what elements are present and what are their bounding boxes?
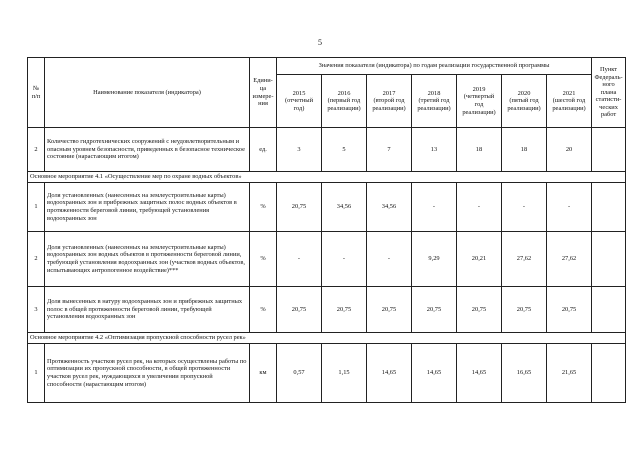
value-cell: 20,75	[457, 287, 502, 333]
header-year-2018: 2018 (третий год реализации)	[412, 75, 457, 128]
value-cell: 5	[322, 128, 367, 172]
indicator-name: Доля установленных (нанесенных на землеустроительные карты) водоохранных зон водных объектов в протяженности береговой линии, требующей установления водоохранных зон (участков водных объектов, испытывающих антропогенное воздействие)***	[45, 232, 250, 287]
value-cell: 14,65	[412, 344, 457, 403]
section-row	[28, 172, 626, 183]
federal-plan-cell	[592, 183, 626, 232]
federal-plan-cell	[592, 232, 626, 287]
header-year-2020: 2020 (пятый год реализации)	[502, 75, 547, 128]
value-cell: 18	[502, 128, 547, 172]
indicator-name: Доля установленных (нанесенных на землеустроительные карты) водоохранных зон и прибрежных защитных полос водных объектов в протяженности береговой линии, требующей установления водоохранных зон	[45, 183, 250, 232]
unit-cell: %	[250, 232, 277, 287]
section-title: Основное мероприятие 4.1 «Осуществление мер по охране водных объектов»	[28, 172, 626, 183]
table-row	[28, 128, 626, 172]
value-cell: -	[322, 232, 367, 287]
table-row	[28, 183, 626, 232]
header-year-2016: 2016 (первый год реализации)	[322, 75, 367, 128]
value-cell: -	[502, 183, 547, 232]
section-row	[28, 333, 626, 344]
value-cell: 1,15	[322, 344, 367, 403]
value-cell: 34,56	[367, 183, 412, 232]
value-cell: -	[547, 183, 592, 232]
page-number: 5	[318, 38, 322, 47]
unit-cell: %	[250, 287, 277, 333]
header-federal-plan: Пункт Федераль- ного плана статисти- ческих работ	[592, 58, 626, 128]
value-cell: 34,56	[322, 183, 367, 232]
table-row	[28, 287, 626, 333]
header-num: № п/п	[28, 58, 45, 128]
header-unit: Едини- ца измере- ния	[250, 58, 277, 128]
value-cell: 18	[457, 128, 502, 172]
value-cell: 21,65	[547, 344, 592, 403]
table-row	[28, 344, 626, 403]
value-cell: -	[457, 183, 502, 232]
value-cell: 20,75	[412, 287, 457, 333]
header-year-2021: 2021 (шестой год реализации)	[547, 75, 592, 128]
row-number: 1	[28, 344, 45, 403]
value-cell: 20,75	[547, 287, 592, 333]
federal-plan-cell	[592, 287, 626, 333]
value-cell: 3	[277, 128, 322, 172]
indicator-name: Доля вынесенных в натуру водоохранных зон и прибрежных защитных полос в общей протяженности береговой линии, требующей установления водоохранных зон	[45, 287, 250, 333]
value-cell: -	[412, 183, 457, 232]
table-row	[28, 232, 626, 287]
value-cell: 20,21	[457, 232, 502, 287]
value-cell: 16,65	[502, 344, 547, 403]
header-values-group: Значения показателя (индикатора) по годам реализации государственной программы	[277, 58, 592, 75]
value-cell: 20	[547, 128, 592, 172]
value-cell: 14,65	[457, 344, 502, 403]
header-year-2017: 2017 (второй год реализации)	[367, 75, 412, 128]
header-name: Наименование показателя (индикатора)	[45, 58, 250, 128]
value-cell: 9,29	[412, 232, 457, 287]
federal-plan-cell	[592, 128, 626, 172]
value-cell: 0,57	[277, 344, 322, 403]
value-cell: 20,75	[277, 183, 322, 232]
federal-plan-cell	[592, 344, 626, 403]
indicator-name: Количество гидротехнических сооружений с неудовлетворительным и опасным уровнем безопасности, приведенных в безопасное техническое состояние (нарастающим итогом)	[45, 128, 250, 172]
value-cell: 20,75	[322, 287, 367, 333]
value-cell: 7	[367, 128, 412, 172]
indicator-name: Протяженность участков русел рек, на которых осуществлены работы по оптимизации их пропускной способности, в общей протяженности участков русел рек, нуждающихся в увеличении пропускной способности (нарастающим итогом)	[45, 344, 250, 403]
row-number: 2	[28, 232, 45, 287]
section-title: Основное мероприятие 4.2 «Оптимизация пропускной способности русел рек»	[28, 333, 626, 344]
value-cell: -	[367, 232, 412, 287]
value-cell: -	[277, 232, 322, 287]
value-cell: 20,75	[502, 287, 547, 333]
unit-cell: %	[250, 183, 277, 232]
value-cell: 27,62	[502, 232, 547, 287]
value-cell: 27,62	[547, 232, 592, 287]
value-cell: 13	[412, 128, 457, 172]
row-number: 3	[28, 287, 45, 333]
value-cell: 20,75	[367, 287, 412, 333]
unit-cell: км	[250, 344, 277, 403]
row-number: 2	[28, 128, 45, 172]
unit-cell: ед.	[250, 128, 277, 172]
row-number: 1	[28, 183, 45, 232]
header-year-2019: 2019 (четвертый год реализации)	[457, 75, 502, 128]
indicators-table	[27, 57, 626, 403]
header-year-2015: 2015 (отчетный год)	[277, 75, 322, 128]
value-cell: 20,75	[277, 287, 322, 333]
value-cell: 14,65	[367, 344, 412, 403]
